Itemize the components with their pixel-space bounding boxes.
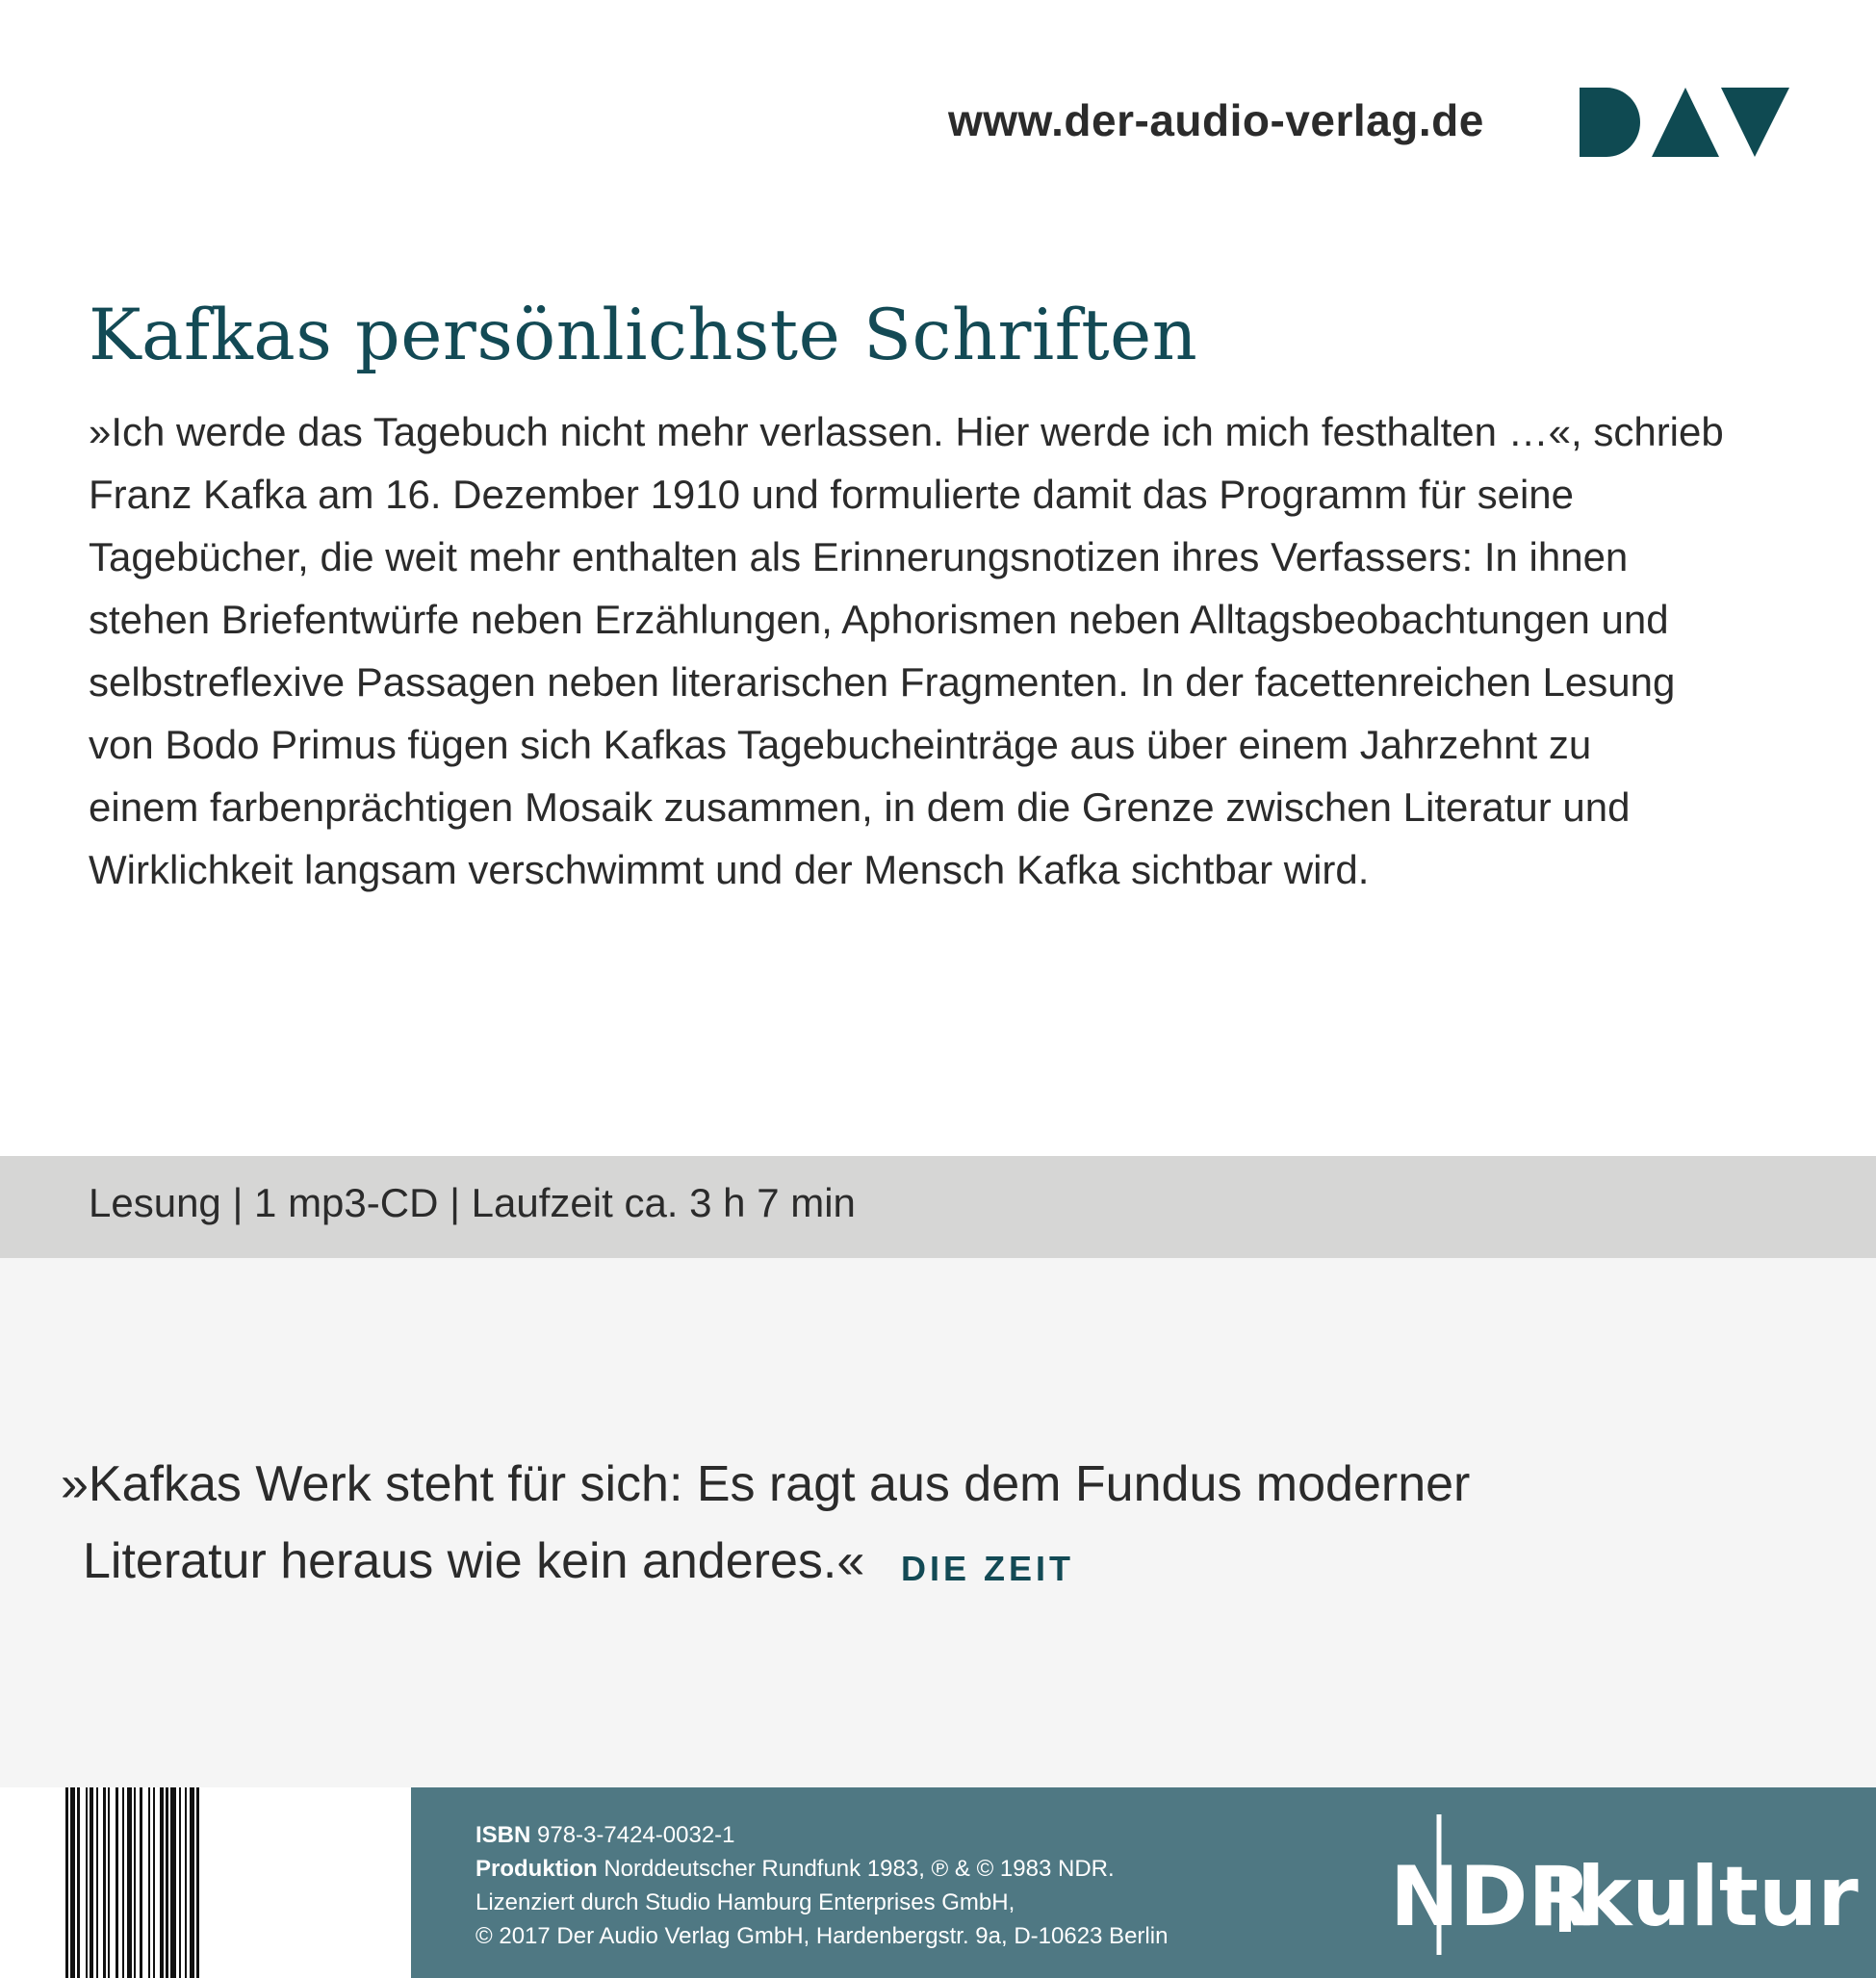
imprint-text — [475, 1818, 1168, 1953]
description-line: Tagebücher, die weit mehr enthalten als Erinnerungsnotizen ihres Verfassers: In ihnen — [89, 534, 1629, 579]
isbn-label: ISBN — [475, 1822, 531, 1848]
description-line: von Bodo Primus fügen sich Kafkas Tagebucheinträge aus über einem Jahrzehnt zu — [89, 722, 1592, 767]
dav-logo — [1580, 88, 1789, 157]
produktion-value: Norddeutscher Rundfunk 1983, ℗ & © 1983 NDR. — [604, 1856, 1115, 1882]
description-line: »Ich werde das Tagebuch nicht mehr verlassen. Hier werde ich mich festhalten …«, schrieb — [89, 409, 1724, 454]
svg-text:kultur: kultur — [1577, 1849, 1859, 1945]
barcode — [65, 1787, 348, 1978]
produktion-label: Produktion — [475, 1856, 598, 1882]
format-info: Lesung | 1 mp3-CD | Laufzeit ca. 3 h 7 min — [89, 1180, 856, 1225]
description-line: Wirklichkeit langsam verschwimmt und der Mensch Kafka sichtbar wird. — [89, 847, 1370, 892]
page-title: Kafkas persönlichste Schriften — [89, 295, 1198, 376]
press-quote-line: Literatur heraus wie kein anderes.« — [83, 1533, 865, 1589]
description-text — [89, 400, 1783, 901]
website-url[interactable]: www.der-audio-verlag.de — [948, 95, 1484, 145]
svg-text:NDR: NDR — [1390, 1849, 1592, 1945]
produktion-line — [475, 1852, 1168, 1886]
quote-section — [0, 1258, 1876, 1787]
quote-source: DIE ZEIT — [901, 1549, 1075, 1588]
description-line: einem farbenprächtigen Mosaik zusammen, in dem die Grenze zwischen Literatur und — [89, 784, 1631, 830]
description-line: selbstreflexive Passagen neben literarischen Fragmenten. In der facettenreichen Lesung — [89, 659, 1676, 705]
license-line: Lizenziert durch Studio Hamburg Enterprises GmbH, — [475, 1889, 1015, 1915]
description-line: stehen Briefentwürfe neben Erzählungen, Aphorismen neben Alltagsbeobachtungen und — [89, 597, 1669, 642]
isbn-value: 978-3-7424-0032-1 — [537, 1822, 735, 1848]
copyright-line: © 2017 Der Audio Verlag GmbH, Hardenbergstr. 9a, D-10623 Berlin — [475, 1923, 1169, 1949]
ndr-kultur-logo — [1386, 1812, 1859, 1957]
description-line: Franz Kafka am 16. Dezember 1910 und formulierte damit das Programm für seine — [89, 472, 1575, 517]
press-quote-line: »Kafkas Werk steht für sich: Es ragt aus dem Fundus moderner — [61, 1456, 1471, 1512]
isbn-line — [475, 1818, 1168, 1852]
